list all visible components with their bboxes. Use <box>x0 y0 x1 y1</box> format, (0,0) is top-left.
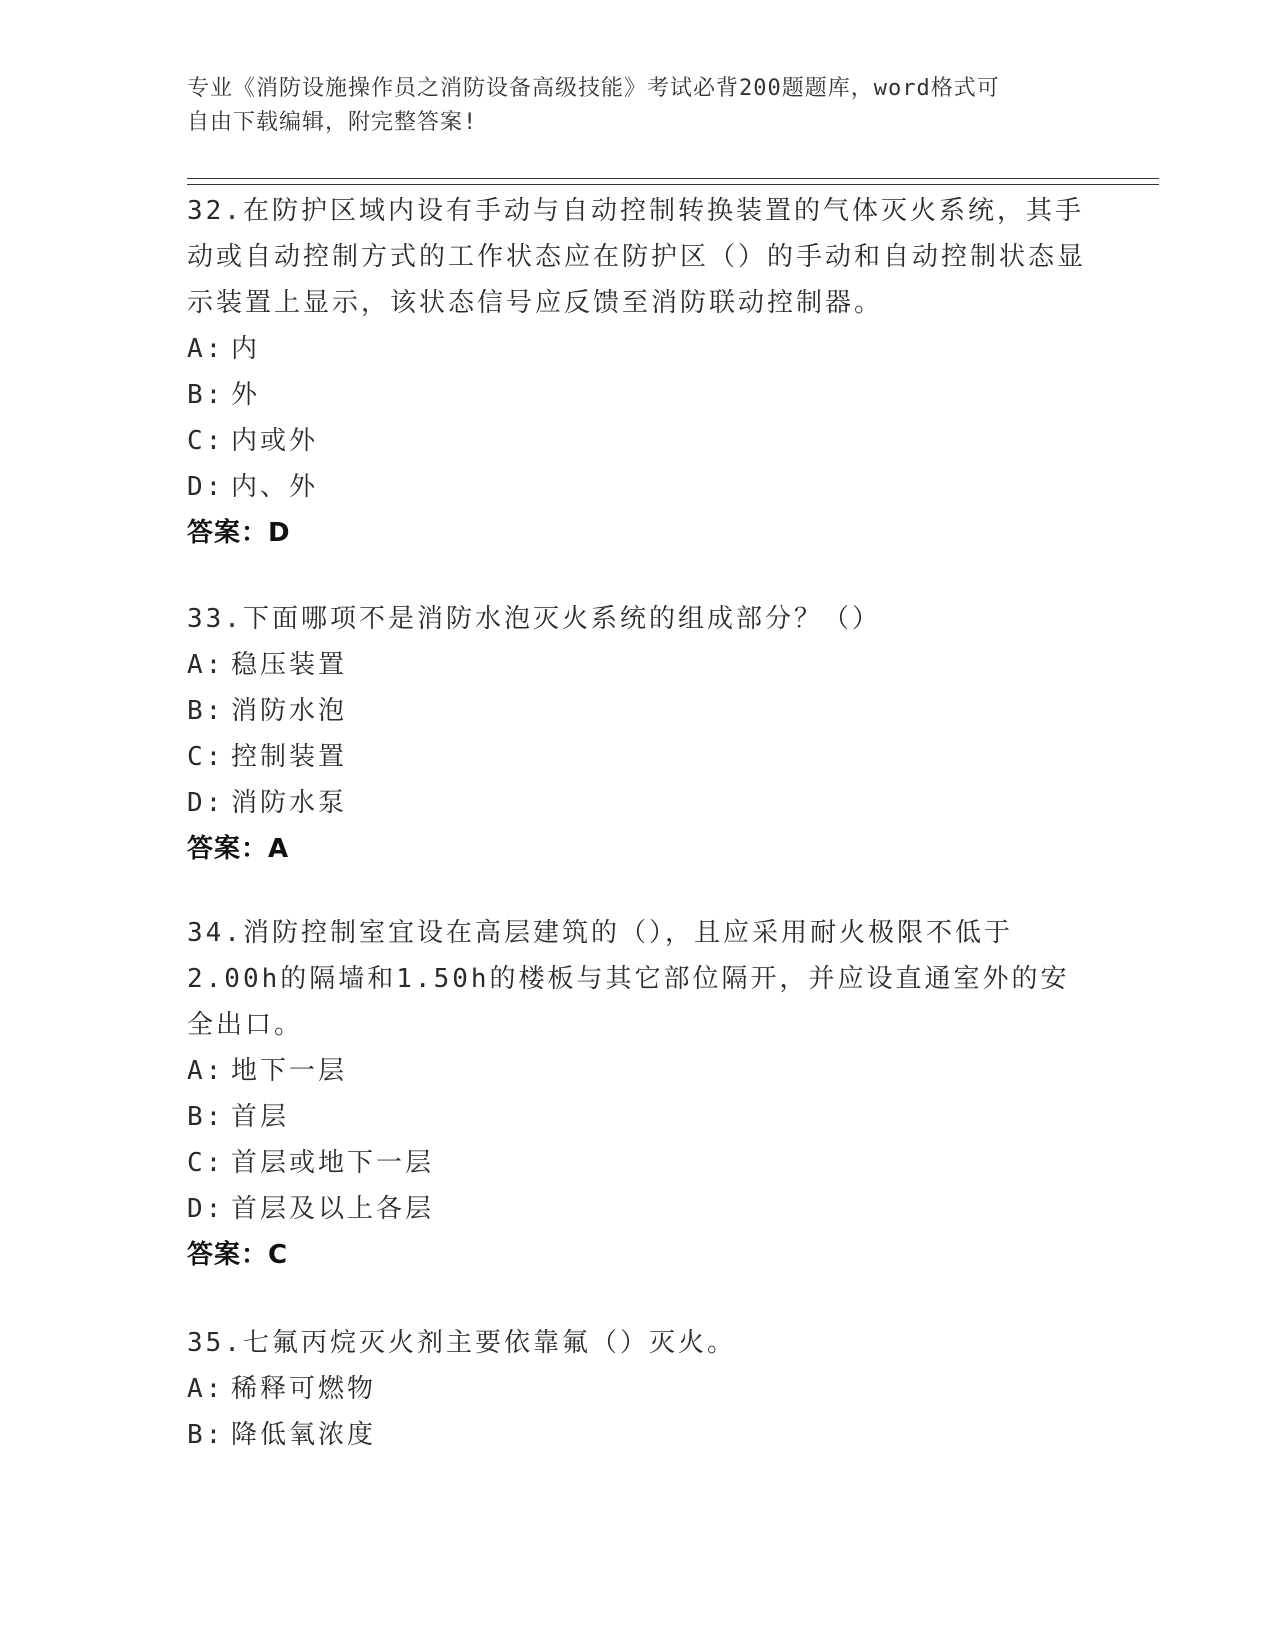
option-d <box>187 1186 1087 1232</box>
option-a <box>187 1366 1087 1412</box>
option-a <box>187 326 1087 372</box>
option-key: D: <box>187 1194 225 1224</box>
header-divider-bottom <box>187 184 1159 185</box>
question-stem: 32.在防护区域内设有手动与自动控制转换装置的气体灭火系统，其手动或自动控制方式的工作状态应在防护区（）的手动和自动控制状态显示装置上显示，该状态信号应反馈至消防联动控制器。 <box>187 196 1087 318</box>
question-35 <box>187 1320 1087 1458</box>
document-header <box>187 72 1067 140</box>
option-c <box>187 734 1087 780</box>
option-key: B: <box>187 380 225 410</box>
option-d <box>187 464 1087 510</box>
option-text: 地下一层 <box>231 1056 348 1086</box>
option-key: C: <box>187 742 225 772</box>
option-text: 首层或地下一层 <box>231 1148 435 1178</box>
option-key: A: <box>187 1056 225 1086</box>
answer: 答案：A <box>187 834 290 864</box>
option-text: 首层及以上各层 <box>231 1194 435 1224</box>
answer: 答案：C <box>187 1240 289 1270</box>
option-text: 内或外 <box>231 426 319 456</box>
option-text: 内、外 <box>231 472 319 502</box>
answer: 答案：D <box>187 518 291 548</box>
question-34 <box>187 910 1087 1278</box>
option-text: 降低氧浓度 <box>231 1420 377 1450</box>
option-key: C: <box>187 426 225 456</box>
option-text: 控制装置 <box>231 742 348 772</box>
option-key: B: <box>187 1420 225 1450</box>
option-key: B: <box>187 1102 225 1132</box>
question-stem: 34.消防控制室宜设在高层建筑的（），且应采用耐火极限不低于2.00h的隔墙和1.50h的楼板与其它部位隔开，并应设直通室外的安全出口。 <box>187 918 1070 1040</box>
option-key: A: <box>187 334 225 364</box>
option-d <box>187 780 1087 826</box>
option-b <box>187 688 1087 734</box>
option-key: B: <box>187 696 225 726</box>
option-key: D: <box>187 788 225 818</box>
option-text: 稀释可燃物 <box>231 1374 377 1404</box>
option-b <box>187 372 1087 418</box>
option-key: D: <box>187 472 225 502</box>
option-a <box>187 642 1087 688</box>
header-divider-top <box>187 178 1159 179</box>
option-a <box>187 1048 1087 1094</box>
option-b <box>187 1094 1087 1140</box>
question-33 <box>187 596 1087 872</box>
option-c <box>187 418 1087 464</box>
option-text: 消防水泡 <box>231 696 348 726</box>
question-stem: 33.下面哪项不是消防水泡灭火系统的组成部分？（） <box>187 604 881 634</box>
option-key: A: <box>187 650 225 680</box>
option-b <box>187 1412 1087 1458</box>
option-text: 内 <box>231 334 261 364</box>
question-stem: 35.七氟丙烷灭火剂主要依靠氟（）灭火。 <box>187 1328 736 1358</box>
option-text: 首层 <box>231 1102 290 1132</box>
option-text: 稳压装置 <box>231 650 348 680</box>
option-key: A: <box>187 1374 225 1404</box>
header-line-1: 专业《消防设施操作员之消防设备高级技能》考试必背200题题库，word格式可 <box>187 76 1000 101</box>
option-c <box>187 1140 1087 1186</box>
question-32 <box>187 188 1087 556</box>
option-text: 外 <box>231 380 261 410</box>
option-text: 消防水泵 <box>231 788 348 818</box>
header-line-2: 自由下载编辑，附完整答案! <box>187 110 478 135</box>
option-key: C: <box>187 1148 225 1178</box>
